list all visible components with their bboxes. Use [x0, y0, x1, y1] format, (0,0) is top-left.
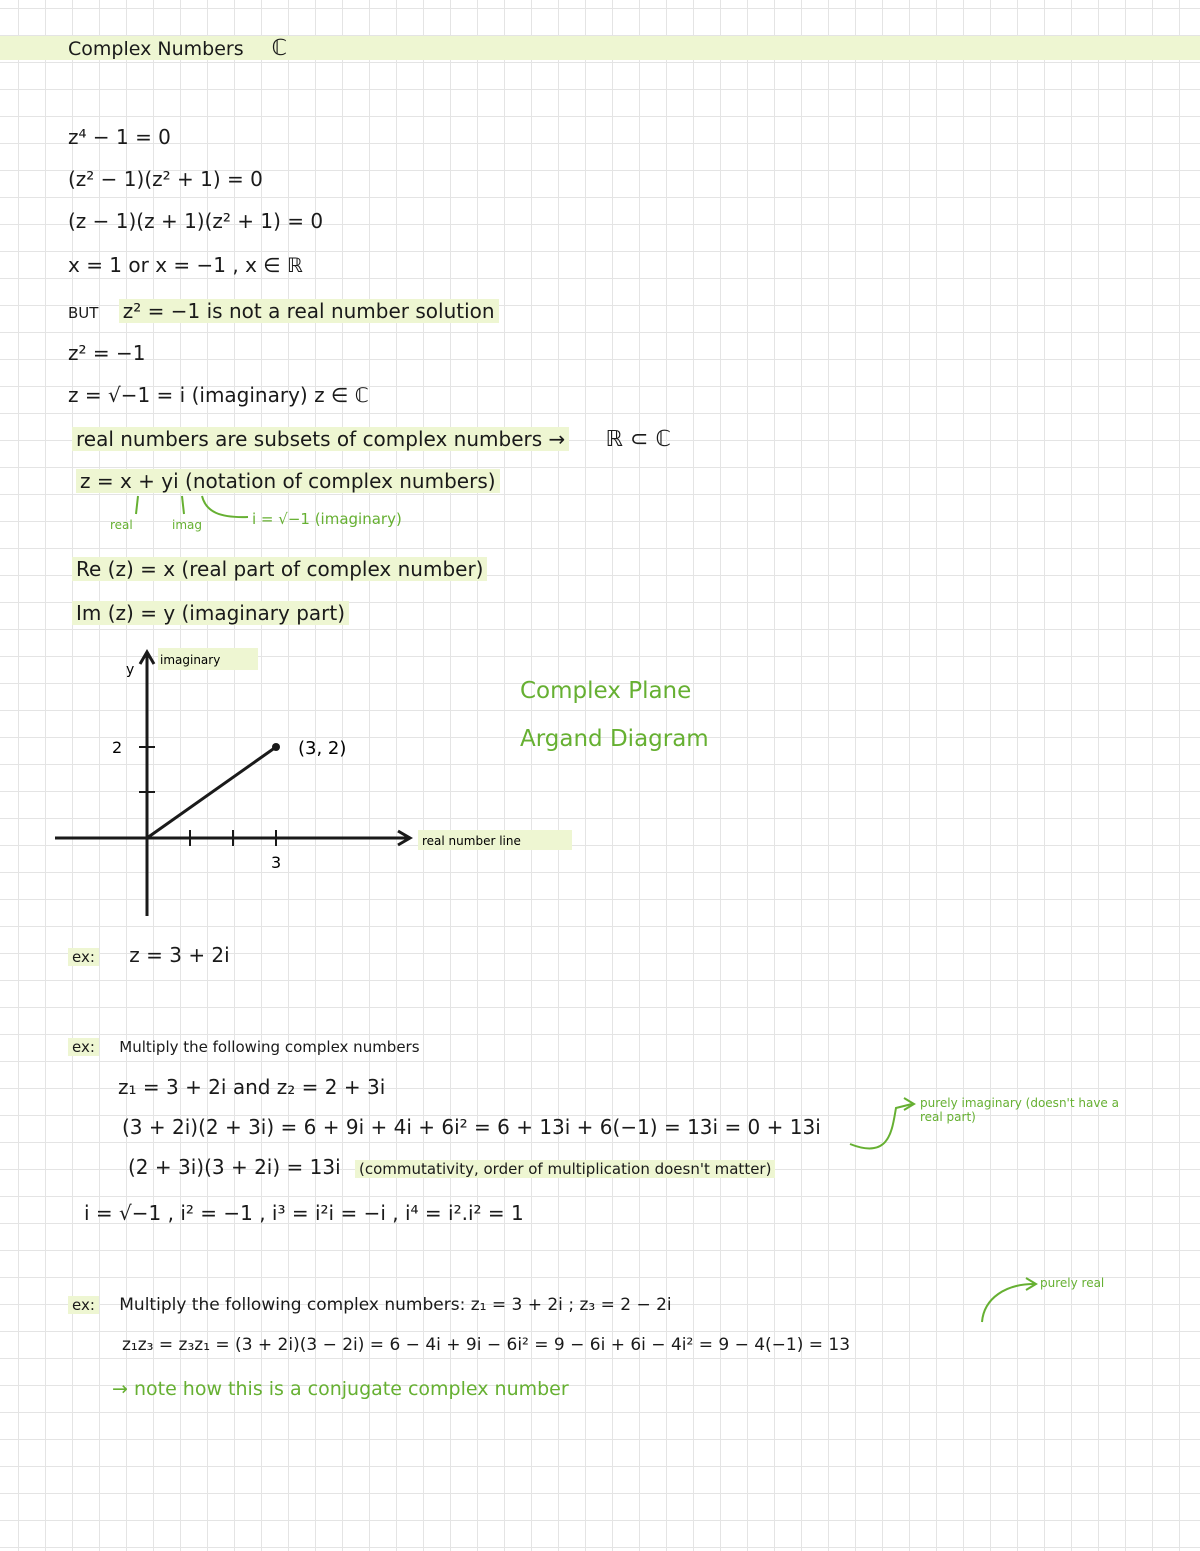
real-solutions-line: x = 1 or x = −1 , x ∈ ℝ [68, 253, 303, 277]
real-part-label: real [110, 518, 133, 532]
commutativity-note: (commutativity, order of multiplication doesn't matter) [355, 1160, 775, 1178]
example-2-given: z₁ = 3 + 2i and z₂ = 2 + 3i [118, 1075, 386, 1099]
equation-line-6: z² = −1 [68, 341, 146, 365]
y-axis-label: y [126, 662, 135, 678]
title-text: Complex Numbers [68, 38, 244, 60]
complex-plane-caption: Complex Plane [520, 678, 692, 704]
commutative-product: (2 + 3i)(3 + 2i) = 13i [128, 1155, 341, 1179]
example-1-label: ex: [68, 948, 99, 966]
but-word: BUT [68, 304, 99, 322]
real-part-text: Re (z) = x (real part of complex number) [72, 557, 487, 581]
imag-part-text: Im (z) = y (imaginary part) [72, 601, 349, 625]
example-3-label: ex: [68, 1296, 99, 1314]
equation-line-1: z⁴ − 1 = 0 [68, 125, 171, 149]
imaginary-unit-note: i = √−1 (imaginary) [252, 510, 402, 528]
example-1-text: z = 3 + 2i [129, 943, 230, 967]
subset-symbols: ℝ ⊂ ℂ [605, 427, 671, 452]
purely-real-note: purely real [1040, 1276, 1105, 1290]
equation-line-2: (z² − 1)(z² + 1) = 0 [68, 167, 263, 191]
not-real-text: z² = −1 is not a real number solution [119, 299, 499, 323]
tick-label-3: 3 [271, 853, 282, 872]
point-label: (3, 2) [298, 738, 347, 759]
complex-set-symbol: ℂ [271, 36, 288, 61]
argand-caption: Argand Diagram [520, 726, 709, 752]
imag-part-label: imag [172, 518, 202, 532]
example-2-line-1: (3 + 2i)(2 + 3i) = 6 + 9i + 4i + 6i² = 6 + 13i + 6(−1) = 13i = 0 + 13i [122, 1115, 821, 1139]
example-3-line-1: z₁z₃ = z₃z₁ = (3 + 2i)(3 − 2i) = 6 − 4i + 9i − 6i² = 9 − 6i + 6i − 4i² = 9 − 4(−1) = 13 [122, 1335, 851, 1355]
imaginary-axis-label: imaginary [160, 653, 221, 667]
example-2-label: ex: [68, 1038, 99, 1056]
purely-imaginary-note: purely imaginary (doesn't have a real part) [920, 1096, 1119, 1124]
example-2-heading: Multiply the following complex numbers [119, 1038, 420, 1056]
conjugate-note: → note how this is a conjugate complex number [112, 1378, 569, 1400]
equation-line-3: (z − 1)(z + 1)(z² + 1) = 0 [68, 209, 324, 233]
example-3-heading: Multiply the following complex numbers: z₁ = 3 + 2i ; z₃ = 2 − 2i [119, 1295, 672, 1315]
subset-text: real numbers are subsets of complex numbers → [72, 427, 569, 451]
powers-of-i: i = √−1 , i² = −1 , i³ = i²i = −i , i⁴ = i².i² = 1 [84, 1201, 524, 1225]
imaginary-unit-line: z = √−1 = i (imaginary) z ∈ ℂ [68, 383, 369, 407]
notation-text: z = x + yi (notation of complex numbers) [76, 469, 500, 493]
tick-label-2: 2 [112, 738, 123, 757]
real-axis-label: real number line [422, 834, 521, 848]
